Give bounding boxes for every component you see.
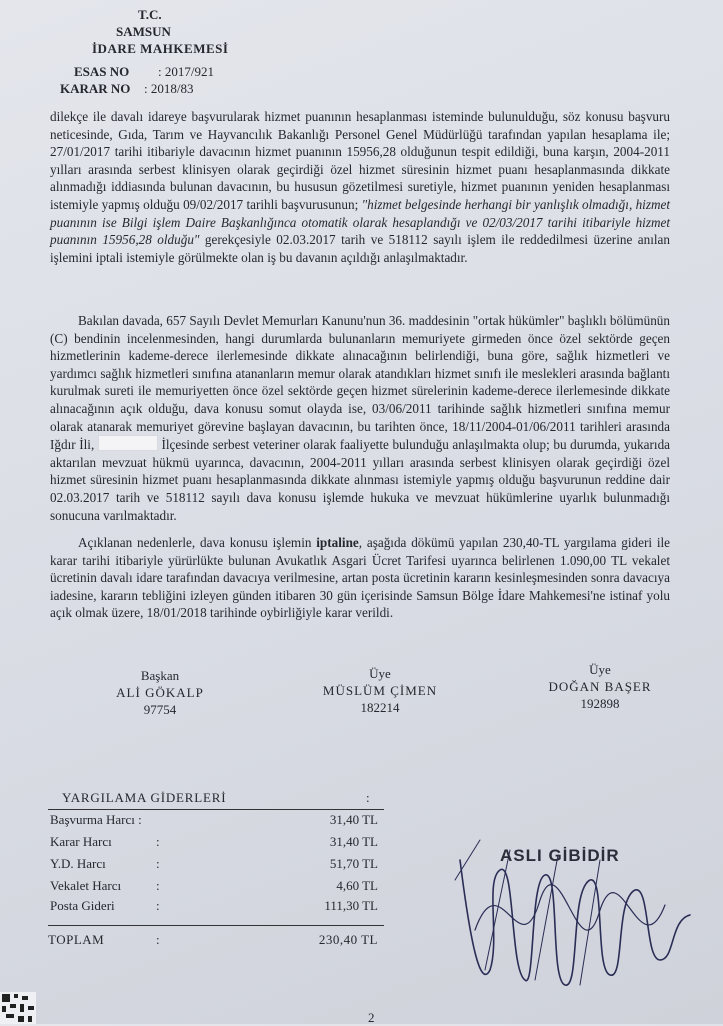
signer-name: MÜSLÜM ÇİMEN <box>322 683 438 698</box>
total-label: TOPLAM <box>48 932 105 947</box>
signer-id: 192898 <box>580 696 620 711</box>
cost-amount: 51,70 TL <box>329 856 378 871</box>
case-number-label: ESAS NO <box>74 64 130 79</box>
verdict-keyword: iptaline <box>316 535 359 550</box>
case-number-value: : 2017/921 <box>158 64 214 79</box>
signer-role: Üye <box>369 666 391 681</box>
signer-member-2 <box>520 661 680 712</box>
cost-row <box>48 898 384 916</box>
redaction-box <box>98 435 158 451</box>
signer-id: 182214 <box>360 700 400 715</box>
paragraph-assessment <box>50 312 670 524</box>
cost-label: Y.D. Harcı <box>50 856 106 871</box>
cost-label: Vekalet Harcı <box>50 878 122 893</box>
cost-amount: 31,40 TL <box>329 812 378 827</box>
header-tc: T.C. <box>138 7 162 22</box>
cost-colon: : <box>156 878 160 893</box>
signer-name: DOĞAN BAŞER <box>548 679 652 694</box>
cost-colon: : <box>156 834 160 849</box>
cost-amount: 111,30 TL <box>324 898 378 913</box>
cost-colon: : <box>156 898 160 913</box>
cost-amount: 4,60 TL <box>336 878 378 893</box>
paragraph-verdict <box>50 534 670 622</box>
cost-row <box>48 856 384 874</box>
quoted-reason: "hizmet belgesinde herhangi bir yanlışlık olmadığı, hizmet puanının ise Bilgi işlem Daire Başkanlığınca otomatik olarak hesaplandığı ve 02/03/2017 tarihi itibariyle hizmet puanının 15956,28 olduğu" <box>50 196 671 248</box>
qr-code-icon <box>0 992 36 1024</box>
page-number: 2 <box>368 1010 375 1025</box>
header-court: İDARE MAHKEMESİ <box>92 41 229 56</box>
signer-president <box>80 667 240 718</box>
signer-id: 97754 <box>143 702 177 717</box>
case-number <box>74 63 214 80</box>
cost-row <box>48 834 384 852</box>
total-row <box>48 932 384 948</box>
paragraph-text: Açıklanan nedenlerle, dava konusu işlemin <box>78 535 312 550</box>
signer-name: ALİ GÖKALP <box>116 685 204 700</box>
decision-number-label: KARAR NO <box>60 81 131 96</box>
cost-colon: : <box>156 856 160 871</box>
paragraph-text: İlçesinde serbest veteriner olarak faaliyette bulunduğu anlaşılmakta olup; bu durumda, yukarıda aktarılan mevzuat hükmü uyarınca, davacının, 2004-2011 yılları arasında serbest klinisyen olarak geçirdiği özel hizmet süresinin hizmet puanı hesaplanmasında dikkate alınması istemiyle yapmış olduğu başvurunun reddine dair 02.03.2017 tarih ve 518112 sayılı dava konusu işlemde hukuka ve mevzuat hükümlerine uyarlık bulunmadığı sonucuna varılmaktadır. <box>50 437 671 523</box>
costs-divider <box>48 809 384 810</box>
cost-label: Posta Gideri <box>50 898 115 913</box>
paragraph-text: Bakılan davada, 657 Sayılı Devlet Memurları Kanunu'nun 36. maddesinin "ortak hükümler" başlıklı bölümünün (C) bendinin incelenmesinden, hangi durumlarda bulunanların memuriyete girmeden önce özel sektörde geçen hizmetlerinin kademe-derece ilerlemesinde dikkate alınacağının belirlendiği, buna göre, sağlık hizmetleri ve yardımcı sağlık hizmetleri sınıfına atananların memur olarak atandıkları hizmet sınıfı ile meslekleri arasında bağlantı kurulmak sureti ile memuriyetten önce özel sektörde geçen hizmet sürelerinin kademe-derece ilerlemesinde dikkate alınacağının açık olduğu, dava konusu somut olayda ise, 03/06/2011 tarihinde sağlık hizmetleri sınıfına memur olarak atanarak memuriyet görevine başlayan davacının, bu tarihten önce, 18/11/2004-01/06/2011 tarihleri arasında Iğdır İli, <box>50 313 670 453</box>
header-city: SAMSUN <box>116 24 171 39</box>
signer-role: Üye <box>589 662 611 677</box>
cost-row <box>48 878 384 896</box>
decision-number <box>60 80 194 97</box>
cost-row <box>48 812 384 830</box>
signer-member-1 <box>300 665 460 716</box>
decision-number-value: : 2018/83 <box>144 81 194 96</box>
certified-copy-stamp: ASLI GİBİDİR <box>500 846 620 865</box>
paragraph-text: gerekçesiyle 02.03.2017 tarih ve 518112 sayılı işlem ile reddedilmesi üzerine anılan işlemini iptali istemiyle görülmekte olan iş bu davanın açıldığı anlaşılmaktadır. <box>50 232 670 265</box>
costs-title-colon: : <box>366 790 370 805</box>
total-amount: 230,40 TL <box>318 932 378 947</box>
total-colon: : <box>156 932 161 947</box>
signer-role: Başkan <box>140 668 180 683</box>
paragraph-text: dilekçe ile davalı idareye başvurularak hizmet puanının hesaplanması isteminde bulunulduğu, söz konusu başvuru neticesinde, Gıda, Tarım ve Hayvancılık Bakanlığı Personel Genel Müdürlüğü tarafından yapılan hesaplama ile; 27/01/2017 tarihi itibariyle davacının hizmet puanının 15956,28 olduğunun tespit edildiği, buna karşın, 2004-2011 yılları arasında serbest klinisyen olarak geçirdiği özel hizmet süresinin hizmet puanı hesaplanmasında dikkate alınmadığı iddiasında bulunan davacının, bu hususun gözetilmesi suretiyle, hizmet puanının yeniden hesaplanması istemiyle yapmış olduğu 09/02/2017 tarihli başvurusunun; <box>50 109 670 212</box>
signature-block <box>60 661 700 721</box>
paragraph-background <box>50 108 670 266</box>
cost-amount: 31,40 TL <box>329 834 378 849</box>
costs-title: YARGILAMA GİDERLERİ <box>62 790 227 805</box>
cost-label: Karar Harcı <box>50 834 112 849</box>
total-divider <box>48 925 384 926</box>
paragraph-text: , aşağıda dökümü yapılan 230,40-TL yargılama gideri ile karar tarihi itibariyle yürürlükte bulunan Avukatlık Asgari Ücret Tarifesi uyarınca belirlenen 1.090,00 TL vekalet ücretinin davalı idare tarafından davacıya verilmesine, artan posta ücretinin kararın kesinleşmesinden sonra davacıya iadesine, kararın tebliğini izleyen günden itibaren 30 gün içerisinde Samsun Bölge İdare Mahkemesi'ne istinaf yolu açık olmak üzere, 18/01/2018 tarihinde oybirliğiyle karar verildi. <box>50 535 670 621</box>
cost-label: Başvurma Harcı : <box>50 812 142 827</box>
